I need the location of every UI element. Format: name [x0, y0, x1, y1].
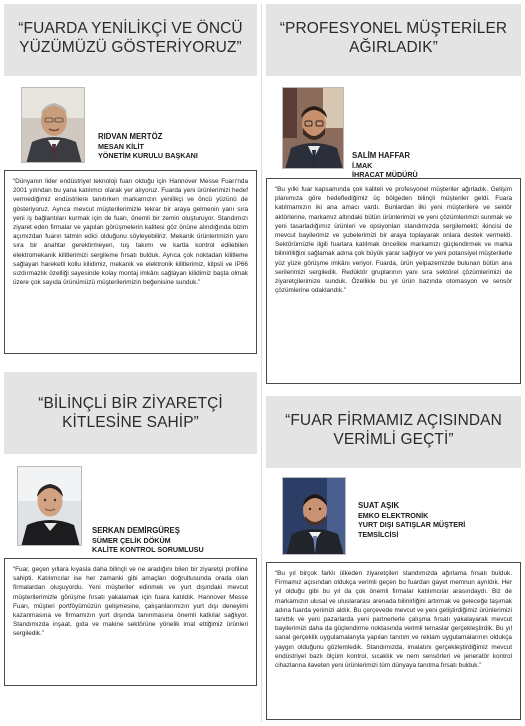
- interview-card-demirgures: [4, 372, 257, 722]
- person-role-continued: TEMSİLCİSİ: [358, 529, 399, 539]
- person-company: İ.MAK: [352, 160, 373, 170]
- card-title: [4, 372, 257, 454]
- card-title: [266, 396, 521, 468]
- person-caption: [352, 151, 418, 180]
- person-name: SERKAN DEMİRGÜREŞ: [92, 526, 180, 535]
- quote-box: “Bu yılki fuar kapsamında çok kaliteli ve profesyonel müşteriler ağırladık. Gelişim planımıza göre hedeflediğimiz üç bölgeden bilinçli müşteriler geldi. Fuara katılmamızın iki ana amacı vardı. Bunlardan ilki yeni müşterilere ve sektör aktörlerine, markamız altındaki bütün ürünlerimizi ve yeni çözümlerimizi sunmak ve yeni tasarladığımız ürünleri ve opsiyonları standımızda sergilemekti; ikincisi de mevcut bayilerimiz ve şubelerimizi bir araya toplayarak onlara destek vermekti. Sektörümüzle ilgili fuarlara katılmak öncelikle markamızı güçlendirmek ve marka bilinirliliğini sağlamak adına çok büyük yarar sağlıyor ve yeni potansiyel müşterilerle yüz yüze görüşme imkânı veriyor. Fuarda, ürün yelpazemizde bulunan bütün ana serilerimizi sergiledik. Redüktör gruplarının yanı sıra sektörel çözümlerimizi de ziyaretçilerimize sunduk. Özellikle bu yıl ürün bazında otomasyon ve sensör çözümlerine odaklandık.”: [266, 178, 521, 384]
- person-name: RIDVAN MERTÖZ: [98, 132, 163, 141]
- person-company: SÜMER ÇELİK DÖKÜM: [92, 535, 171, 545]
- card-title-line: KİTLESİNE SAHİP”: [62, 414, 199, 431]
- person-company: MESAN KİLİT: [98, 141, 144, 151]
- quote-box: “Fuar, geçen yıllara kıyasla daha bilinçli ve ne aradığını bilen bir ziyaretçi profiline sahipti. Katılımcılar ise her zamanki gibi amaçları doğrultusunda orada olan firmalardan oluşuyordu. Yeni müşteriler edinmek ve yurt dışındaki mevcut müşterilerimizle görüşme fırsatı yakalamak için fuara katıldık. Hannover Messe Fuarı, müşteri portföyümüzün gelişmesine, çalışanlarımızın yurt dışı deneyimi kazanmasına ve firmamızın yurt dışında tanınmasına önemli katkılar sağlıyor. Standımızda inşaat, gıda ve makine sektörüne yönelik imal ettiğimiz ürünleri sergiledik.”: [4, 558, 257, 686]
- card-title-line: “BİLİNÇLİ BİR ZİYARETÇİ: [38, 395, 223, 412]
- card-title-line: “FUAR FİRMAMIZ AÇISINDAN: [285, 412, 502, 429]
- column-divider: [261, 4, 262, 722]
- portrait-image: [18, 467, 82, 546]
- card-title-line: AĞIRLADIK”: [349, 39, 438, 56]
- person-name: SUAT AŞIK: [358, 501, 400, 510]
- interview-card-haffar: [266, 4, 521, 384]
- person-role: YURT DIŞI SATIŞLAR MÜŞTERİ: [358, 520, 466, 529]
- card-title-line: YÜZÜMÜZÜ GÖSTERİYORUZ”: [19, 39, 242, 56]
- card-title-line: “FUARDA YENİLİKÇİ VE ÖNCÜ: [18, 20, 243, 37]
- person-role: YÖNETİM KURULU BAŞKANI: [98, 151, 198, 160]
- quote-box: “Dünyanın lider endüstriyel teknoloji fuarı olduğu için Hannover Messe Fuarı'nda 2001 yılından bu yana katılımcı olarak yer alıyoruz. Fuarda yeni ürünlerimizi hedef vermediğimiz endüstrilere tanıtırken markamızın yenilikçi ve öncü yüzünü de gösteriyoruz. Ayrıca mevcut müşterilerimizle tekrar bir araya gelmenin yanı sıra yeni iş bağlantıları kurmak için de fuarı, önemli bir zemin oluşturuyor. Standımızı ziyaret eden firmalar ve yapılan görüşmelerin kalitesi göz önüne alındığında bizim açımızdan fuarın tatmin edici olduğunu söyleyebiliriz. Mekanik ürünlerimizin yanı sıra bir anahtar gerektirmeyen, tuş takımı ve kartla kontrol edilebilen elektromekanik kilitlerimizi sergileme fırsatı bulduk. Ayrıca çok noktadan kilitleme sağlayan hareketli kollu kilidimiz, mekanik ve elektronik kilitlerimiz, kilpsli ve IP66 sızdırmazlık özelliği sayesinde kolay montaj imkânı sağlayan kilidimiz başta olmak üzere çok sayıda ürünümüzü müşterilerimizin beğenisine sunduk.”: [4, 170, 257, 354]
- person-caption: [358, 501, 465, 539]
- portrait-image: [283, 88, 344, 169]
- person-company: EMKO ELEKTRONİK: [358, 510, 429, 520]
- portrait-photo: [282, 87, 344, 169]
- portrait-image: [283, 478, 346, 555]
- portrait-image: [22, 88, 85, 163]
- person-name: SALİM HAFFAR: [352, 151, 411, 160]
- person-caption: [92, 526, 204, 555]
- interview-card-mertoz: [4, 4, 257, 354]
- portrait-photo: [21, 87, 85, 163]
- person-role: İHRACAT MÜDÜRÜ: [352, 170, 418, 179]
- person-caption: [98, 132, 198, 161]
- card-title: [266, 4, 521, 76]
- portrait-photo: [17, 466, 82, 546]
- interview-card-asik: [266, 396, 521, 724]
- card-title: [4, 4, 257, 76]
- card-title-line: “PROFESYONEL MÜŞTERİLER: [279, 20, 508, 37]
- portrait-photo: [282, 477, 346, 555]
- quote-box: “Bu yıl birçok farklı ülkeden ziyaretçileri standımızda ağırlama fırsatı bulduk. Firmamız açısından oldukça verimli geçen bu fuardan gayet memnun ayrıldık. Her yıl olduğu gibi bu yıl da çok önemli firmalar katılımcılar arasındaydı. Biz de markamızın ulusal ve uluslararası arenada bilinirliğini artırmak ve geleceğe taşımak adına fuarda yerimizi aldık. Bu çerçevede mevcut ve yeni geliştirdiğimiz ürünlerimizi tanıttık ve yeni pazarlarda yeni partnerlerle çalışma fırsatı yakalayarak mevcut bayilerimizi daha da güçlendirme noktasında verimli temaslar gerçekleştirdik. Bu yıl sanal gerçeklik uygulamalarıyla yapılan tanıtım ve reklam uygulamalarının oldukça yaygın olduğunu gözlemledik. Standımızda, imalatını gerçekleştirdiğimiz mevcut endüstriyel bazlı ölçüm kontrol, sıcaklık ve nem sensörleri ve jeneratör kontrol cihazlarına ilaveten yeni ürünlerimizi tüm dünyaya tanıtma fırsatı bulduk.”: [266, 562, 521, 720]
- person-role: KALİTE KONTROL SORUMLUSU: [92, 545, 204, 554]
- card-title-line: VERİMLİ GEÇTİ”: [333, 431, 454, 448]
